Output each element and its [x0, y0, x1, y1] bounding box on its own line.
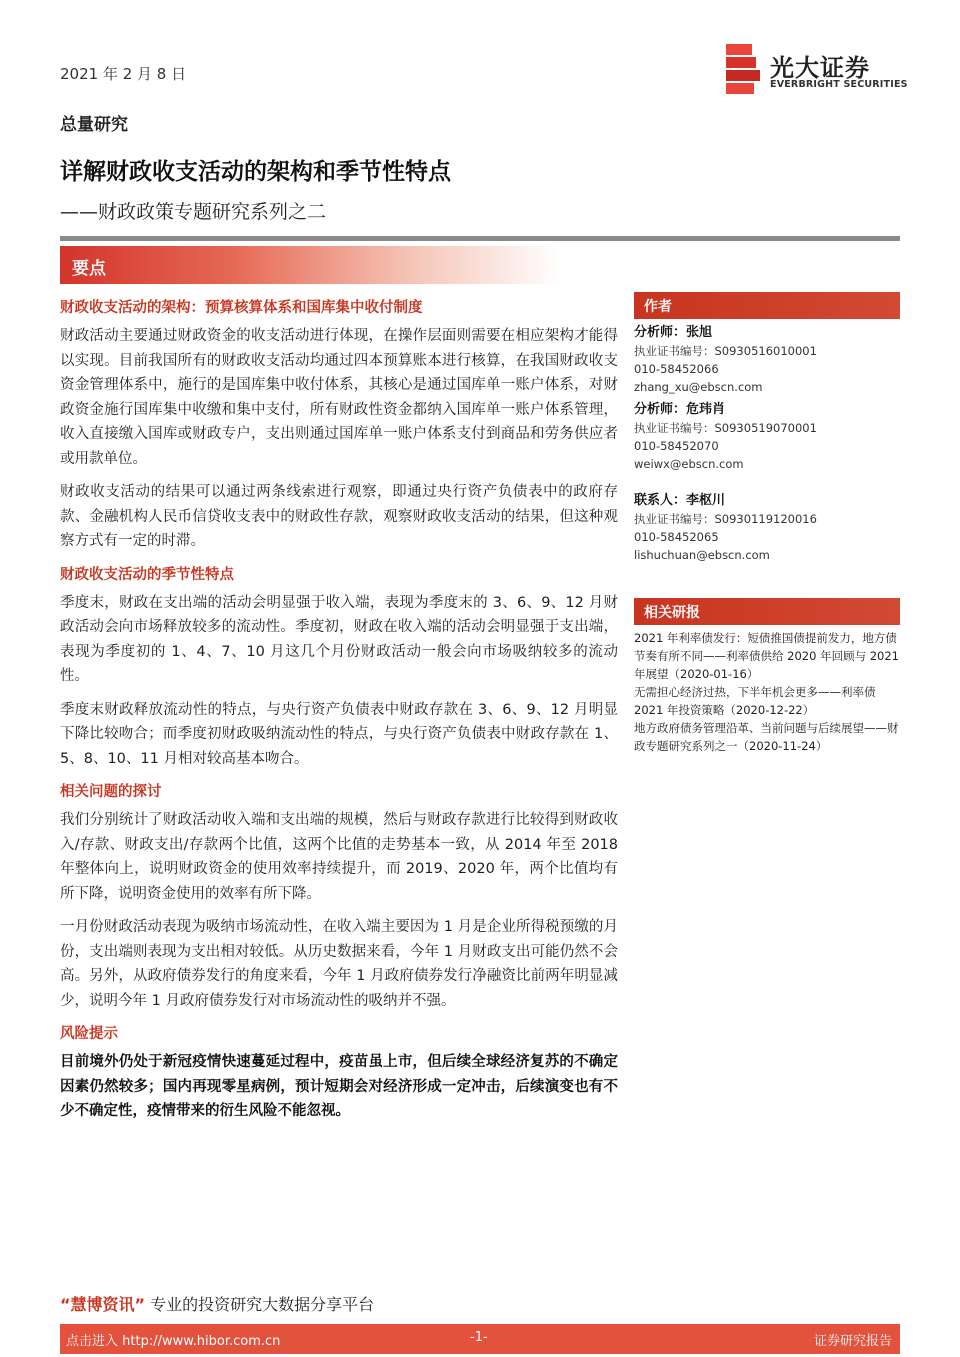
analyst-email[interactable]: zhang_xu@ebscn.com	[634, 380, 763, 394]
contact-phone: 010-58452065	[634, 530, 719, 544]
section-architecture	[60, 296, 618, 554]
report-title: 详解财政收支活动的架构和季节性特点	[60, 159, 451, 185]
report-date: 2021 年 2 月 8 日	[60, 65, 187, 83]
related-report-item[interactable]: 无需担心经济过热，下半年机会更多——利率债 2021 年投资策略（2020-12-22）	[634, 685, 876, 717]
section-heading: 风险提示	[60, 1026, 118, 1042]
paragraph: 我们分别统计了财政活动收入端和支出端的规模，然后与财政存款进行比较得到财政收入/存款、财政支出/存款两个比值，这两个比值的走势基本一致，从 2014 年至 2018 年整体向上，说明财政资金的使用效率持续提升，而 2019、2020 年，两个比值均有所下降，说明资金使用的效率有所下降。	[60, 812, 618, 902]
report-subtitle: ——财政政策专题研究系列之二	[60, 201, 327, 223]
paragraph: 一月份财政活动表现为吸纳市场流动性，在收入端主要因为 1 月是企业所得税预缴的月份，支出端则表现为支出相对较低。从历史数据来看，今年 1 月财政支出可能仍然不会高。另外，从政府债券发行的角度来看，今年 1 月政府债券发行净融资比前两年明显减少，说明今年 1 月政府债券发行对市场流动性的吸纳并不强。	[60, 919, 618, 1009]
risk-paragraph: 目前境外仍处于新冠疫情快速蔓延过程中，疫苗虽上市，但后续全球经济复苏的不确定因素仍然较多；国内再现零星病例，预计短期会对经济形成一定冲击，后续演变也有不少不确定性，疫情带来的衍生风险不能忽视。	[60, 1054, 618, 1119]
section-risk	[60, 1022, 618, 1124]
analyst-phone: 010-58452070	[634, 439, 719, 453]
analyst-card	[634, 396, 900, 473]
analyst-cert: 执业证书编号：S0930519070001	[634, 421, 817, 435]
analyst-email[interactable]: weiwx@ebscn.com	[634, 457, 744, 471]
related-report-item[interactable]: 2021 年利率债发行：短债推国债提前发力，地方债节奏有所不同——利率债供给 2020 年回顾与 2021 年展望（2020-01-16）	[634, 631, 899, 681]
logo-mark-icon	[726, 44, 760, 94]
keypoints-banner	[60, 246, 560, 284]
logo-text-en: EVERBRIGHT SECURITIES	[770, 79, 908, 90]
related-reports-header: 相关研报	[634, 598, 900, 625]
contact-card	[634, 487, 900, 564]
paragraph: 财政活动主要通过财政资金的收支活动进行体现，在操作层面则需要在相应架构才能得以实现。目前我国所有的财政收支活动均通过四本预算账本进行核算，在我国财政收支资金管理体系中，施行的是国库集中收付体系，其核心是通过国库单一账户体系，对财政资金施行国库集中收缴和集中支付，所有财政性资金都纳入国库单一账户体系管理，收入直接缴入国库或财政专户，支出则通过国库单一账户体系支付到商品和劳务供应者或用款单位。	[60, 328, 618, 467]
contact-cert: 执业证书编号：S0930119120016	[634, 512, 817, 526]
analyst-cert: 执业证书编号：S0930516010001	[634, 344, 817, 358]
analyst-card	[634, 319, 900, 396]
platform-banner	[60, 1292, 374, 1315]
section-heading: 相关问题的探讨	[60, 784, 162, 800]
related-reports-list	[634, 625, 900, 755]
analyst-name: 分析师：危玮肖	[634, 402, 726, 417]
analyst-phone: 010-58452066	[634, 362, 719, 376]
related-report-item[interactable]: 地方政府债务管理沿革、当前问题与后续展望——财政专题研究系列之一（2020-11-24）	[634, 721, 899, 753]
keypoints-label: 要点	[72, 259, 106, 279]
header-divider	[60, 236, 900, 241]
analyst-name: 分析师：张旭	[634, 325, 713, 340]
section-heading: 财政收支活动的季节性特点	[60, 566, 234, 583]
report-category: 总量研究	[60, 115, 128, 135]
section-seasonality	[60, 563, 618, 772]
platform-text: 专业的投资研究大数据分享平台	[150, 1295, 375, 1314]
paragraph: 财政收支活动的结果可以通过两条线索进行观察，即通过央行资产负债表中的政府存款、金融机构人民币信贷收支表中的财政性存款，观察财政收支活动的结果，但这种观察方式有一定的时滞。	[60, 484, 618, 549]
paragraph: 季度末，财政在支出端的活动会明显强于收入端，表现为季度末的 3、6、9、12 月财政活动会向市场释放较多的流动性。季度初，财政在收入端的活动会明显强于支出端，表现为季度初的 1、4、7、10 月这几个月份财政活动一般会向市场吸纳较多的流动性。	[60, 594, 618, 684]
platform-brand: “慧博资讯”	[60, 1295, 146, 1314]
section-heading: 财政收支活动的架构：预算核算体系和国库集中收付制度	[60, 300, 423, 316]
sidebar	[634, 292, 900, 755]
section-discussion	[60, 780, 618, 1013]
authors-header: 作者	[634, 292, 900, 319]
company-logo	[726, 44, 906, 100]
footer-report-type: 证券研究报告	[813, 1334, 892, 1349]
paragraph: 季度末财政释放流动性的特点，与央行资产负债表中财政存款在 3、6、9、12 月明显下降比较吻合；而季度初财政吸纳流动性的特点，与央行资产负债表中财政存款在 1、5、8、10、11 月相对较高基本吻合。	[60, 701, 618, 767]
footer-bar	[60, 1324, 900, 1354]
logo-text-cn: 光大证券	[770, 54, 870, 82]
contact-email[interactable]: lishuchuan@ebscn.com	[634, 548, 770, 562]
page-number: -1-	[470, 1330, 488, 1345]
main-content	[60, 296, 618, 1133]
contact-name: 联系人：李枢川	[634, 493, 726, 508]
footer-link[interactable]: 点击进入 http://www.hibor.com.cn	[66, 1334, 281, 1349]
